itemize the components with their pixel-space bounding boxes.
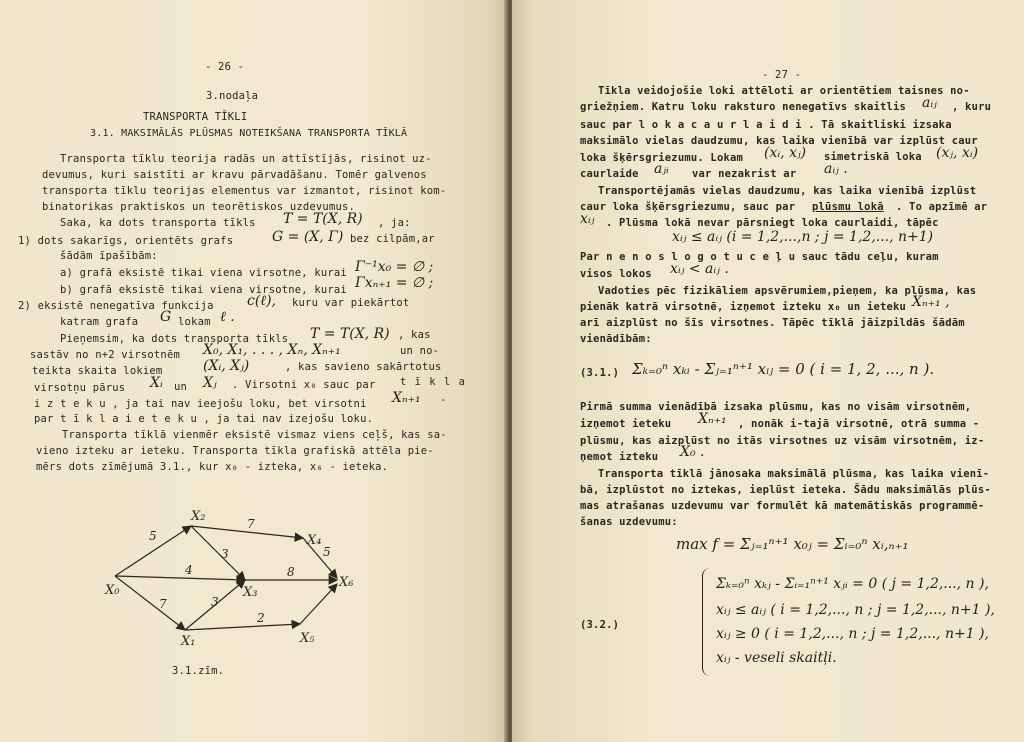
item-2: 2) eksistē nenegatīva funkcija [18,300,214,312]
text-savieno: , kas savieno sakārtotus [285,361,442,373]
text-un: un [174,381,188,393]
p1-line3: sauc par l o k a c a u r l a i d i . Tā skaitliski izsaka [580,119,952,131]
para3-line1: Transporta tīklā vienmēr eksistē vismaz viens ceļš, kas sa- [62,429,447,441]
edge-x5-x6 [300,584,337,624]
p1-line1: Tīkla veidojošie loki attēloti ar orientētiem taisnes no- [598,85,970,97]
cap-x0-x1: 7 [159,597,167,611]
eq2-line1: Σₖ₌₀ⁿ xₖⱼ - Σᵢ₌₁ⁿ⁺¹ xⱼᵢ = 0 ( j = 1,2,..., n ), [716,576,989,592]
p1-line5: loka šķērsgriezumu. Lokam [580,152,744,164]
cap-x0-x3: 4 [185,563,193,577]
p2-line2: pienāk katrā virsotnē, izņemot izteku x₀ un ieteku [580,301,907,313]
p4-line2: bā, izplūstot no iztekas, ieplūst ieteka. Šādu maksimālās plūs- [580,484,991,496]
edge-x2-x3 [191,526,245,580]
p2-line3: arī aizplūst no šīs virsotnes. Tāpēc tīklā jāizpildās šādām [580,317,965,329]
f-pair2: (xⱼ, xᵢ) [936,145,979,161]
text-plusmu: plūsmu lokā [812,201,884,213]
formula-xj: Xⱼ [203,375,217,391]
f-x0: X₀ . [680,444,705,460]
text-tikla: t ī k l a [400,376,466,388]
cap-x2-x3: 3 [221,547,229,561]
f-inequality: xᵢⱼ ≤ aᵢⱼ (i = 1,2,...,n ; j = 1,2,..., n+1) [672,229,934,245]
figure-caption: 3.1.zīm. [172,665,225,677]
node-x1: X₁ [181,634,196,649]
eq2-label: (3.2.) [580,619,620,631]
p1-line6: caurlaide [580,168,639,180]
f-xn1b: Xₙ₊₁ [698,411,727,427]
p2-line1: Vadoties pēc fizikāliem apsvērumiem,pieņem, ka plūsma, kas [598,285,977,297]
p3-line3: plūsmu, kas aizplūst no itās virsotnes uz visām virsotnēm, iz- [580,435,985,447]
p3-line4: ņemot izteku [580,451,659,463]
formula-a: Γ⁻¹x₀ = ∅ ; [355,259,434,275]
eq1: Σₖ₌₀ⁿ xₖᵢ - Σⱼ₌₁ⁿ⁺¹ xᵢⱼ = 0 ( i = 1, 2, ..., n ). [632,360,935,378]
formula-g: G = (X, Γ) [272,229,344,245]
p1-line9: . Plūsma lokā nevar pārsniegt loka caurlaidi, tāpēc [606,217,939,229]
para1-line3: transporta tīklu teorijas elementus var izmantot, risinot kom- [42,185,447,197]
cap-x1-x5: 2 [257,611,265,625]
chapter-title: TRANSPORTA TĪKLI [143,111,248,123]
cap-x1-x3: 3 [211,595,219,609]
p4-line1: Transporta tīklā jānosaka maksimālā plūsma, kas laika vienī- [598,468,990,480]
text-kuru: , kuru [952,101,992,113]
eq2-brace [702,568,711,676]
formula-c: c(ℓ), [247,293,277,309]
eq2-line4: xᵢⱼ - veseli skaitļi. [716,650,837,666]
cap-x4-x6: 5 [323,545,331,559]
text-sadam: šādām īpašībām: [60,250,158,262]
f-aij2: aᵢⱼ . [824,161,848,177]
edge-x0-x3 [115,576,245,580]
text-par: Par n e n o s l o g o t u c e ļ u sauc tādu ceļu, kuram [580,251,939,263]
eq2-line3: xᵢⱼ ≥ 0 ( i = 1,2,..., n ; j = 1,2,..., n+1 ), [716,626,989,642]
para3-line2: vieno izteku ar ieteku. Transporta tīkla grafiskā attēla pie- [36,445,434,457]
text-kuru: kuru var piekārtot [292,297,410,309]
text-dash: - [440,394,447,406]
node-x4: X₄ [307,533,322,548]
formula-b: Γxₙ₊₁ = ∅ ; [355,275,434,291]
para2-line3: teikta skaita lokiem [32,365,163,377]
formula-t: T = T(X, R) [283,211,363,227]
node-x5: X₅ [300,631,315,646]
p3-line2a: izņemot ieteku [580,418,672,430]
f-xn1: Xₙ₊₁ , [912,294,950,310]
node-x2: X₂ [191,509,206,524]
f-aij: aᵢⱼ [922,95,937,111]
para2-line1: Pieņemsim, ka dots transporta tīkls [60,333,289,345]
left-page [0,0,508,742]
formula-loks: (Xᵢ, Xⱼ) [203,358,250,374]
text-kas: , kas [398,329,431,341]
edge-x0-x1 [115,576,185,630]
f-pair1: (xᵢ, xⱼ) [764,145,807,161]
para2-line2: sastāv no n+2 virsotnēm [30,349,180,361]
text-ja: , ja: [378,217,411,229]
para1-line2: devumus, kuri saistīti ar kravu pārvadāšanu. Tomēr galvenos [42,169,427,181]
formula-l: ℓ . [220,309,235,325]
text-simetriska: simetriskā loka [824,151,922,163]
p1-line7: Transportējamās vielas daudzumu, kas laika vienībā izplūst [598,185,977,197]
formula-xi: Xᵢ [150,375,163,391]
p1-line4: maksimālo vielas daudzumu, kas laika vienībā var izplūst caur [580,135,978,147]
p2-line4: vienādībām: [580,333,652,345]
page-number-right: - 27 - [762,69,802,81]
formula-x: X₀, X₁, . . . , Xₙ, Xₙ₊₁ [203,342,341,358]
cap-x2-x4: 7 [247,517,255,531]
para2-line5: i z t e k u , ja tai nav ieejošu loku, bet virsotni [34,398,367,410]
text-bez: bez cilpām,ar [350,233,435,245]
para1-line1: Transporta tīklu teorija radās un attīstījās, risinot uz- [60,153,432,165]
eq2-line2: xᵢⱼ ≤ aᵢⱼ ( i = 1,2,..., n ; j = 1,2,..., n+1 ), [716,602,995,618]
edge-x1-x5 [185,624,300,630]
f-xij: xᵢⱼ [580,211,595,227]
node-x3: X₃ [243,585,258,600]
chapter-number: 3.nodaļa [206,90,259,102]
text-varnez: var nezakrist ar [692,168,797,180]
para1-line4: binatorikas praktiskos un teorētiskos uzdevumus. [42,201,356,213]
para2-line4: virsotņu pārus [34,382,126,394]
cap-x0-x2: 5 [149,529,157,543]
eq1-label: (3.1.) [580,367,620,379]
text-apzime: . To apzīmē ar [896,201,988,213]
text-unno: un no- [400,345,440,357]
text-visos: visos lokos [580,268,652,280]
f-max: max f = Σⱼ₌₁ⁿ⁺¹ x₀ⱼ = Σᵢ₌₀ⁿ xᵢ,ₙ₊₁ [676,535,909,553]
f-aji: aⱼᵢ [654,161,669,177]
formula-t2: T = T(X, R) [310,326,390,342]
text-lokam: lokam [178,316,211,328]
para3-line3: mērs dots zīmējumā 3.1., kur x₀ - izteka, x₆ - ieteka. [36,461,389,473]
text-saka: Saka, ka dots transporta tīkls [60,217,256,229]
node-x0: X₀ [105,583,120,598]
section-title: 3.1. MAKSIMĀLĀS PLŪSMAS NOTEIKŠANA TRANSPORTA TĪKLĀ [90,128,408,139]
p1-line2: griežņiem. Katru loku raksturo nenegatīvs skaitlis [580,101,907,113]
p1-line8: caur loka šķērsgriezumu, sauc par [580,201,796,213]
formula-xn1: Xₙ₊₁ [392,390,421,406]
p3-line1: Pirmā summa vienādībā izsaka plūsmu, kas no visām virsotnēm, [580,401,972,413]
formula-g-lok: G [160,309,172,325]
transport-network-figure [95,500,365,660]
item-1: 1) dots sakarīgs, orientēts grafs [18,235,234,247]
para2-line6: par t ī k l a i e t e k u , ja tai nav izejošu loku. [34,413,374,425]
text-virsotni: . Virsotni x₀ sauc par [232,379,376,391]
p3-line2b: , nonāk i-tajā virsotnē, otrā summa - [738,418,980,430]
edge-capacities [149,517,331,625]
item-b: b) grafā eksistē tikai viena virsotne, kurai [60,284,347,296]
page-number-left: - 26 - [205,61,245,73]
p4-line3: mas atrašanas uzdevumu var formulēt kā matemātiskās programmē- [580,500,985,512]
node-x6: X₆ [339,575,354,590]
p4-line4: šanas uzdevumu: [580,516,678,528]
item-a: a) grafā eksistē tikai viena virsotne, kurai [60,267,347,279]
text-katram: katram grafa [60,316,139,328]
right-page [512,0,1024,742]
f-strict: xᵢⱼ < aᵢⱼ . [670,261,729,277]
cap-x3-x6: 8 [287,565,295,579]
